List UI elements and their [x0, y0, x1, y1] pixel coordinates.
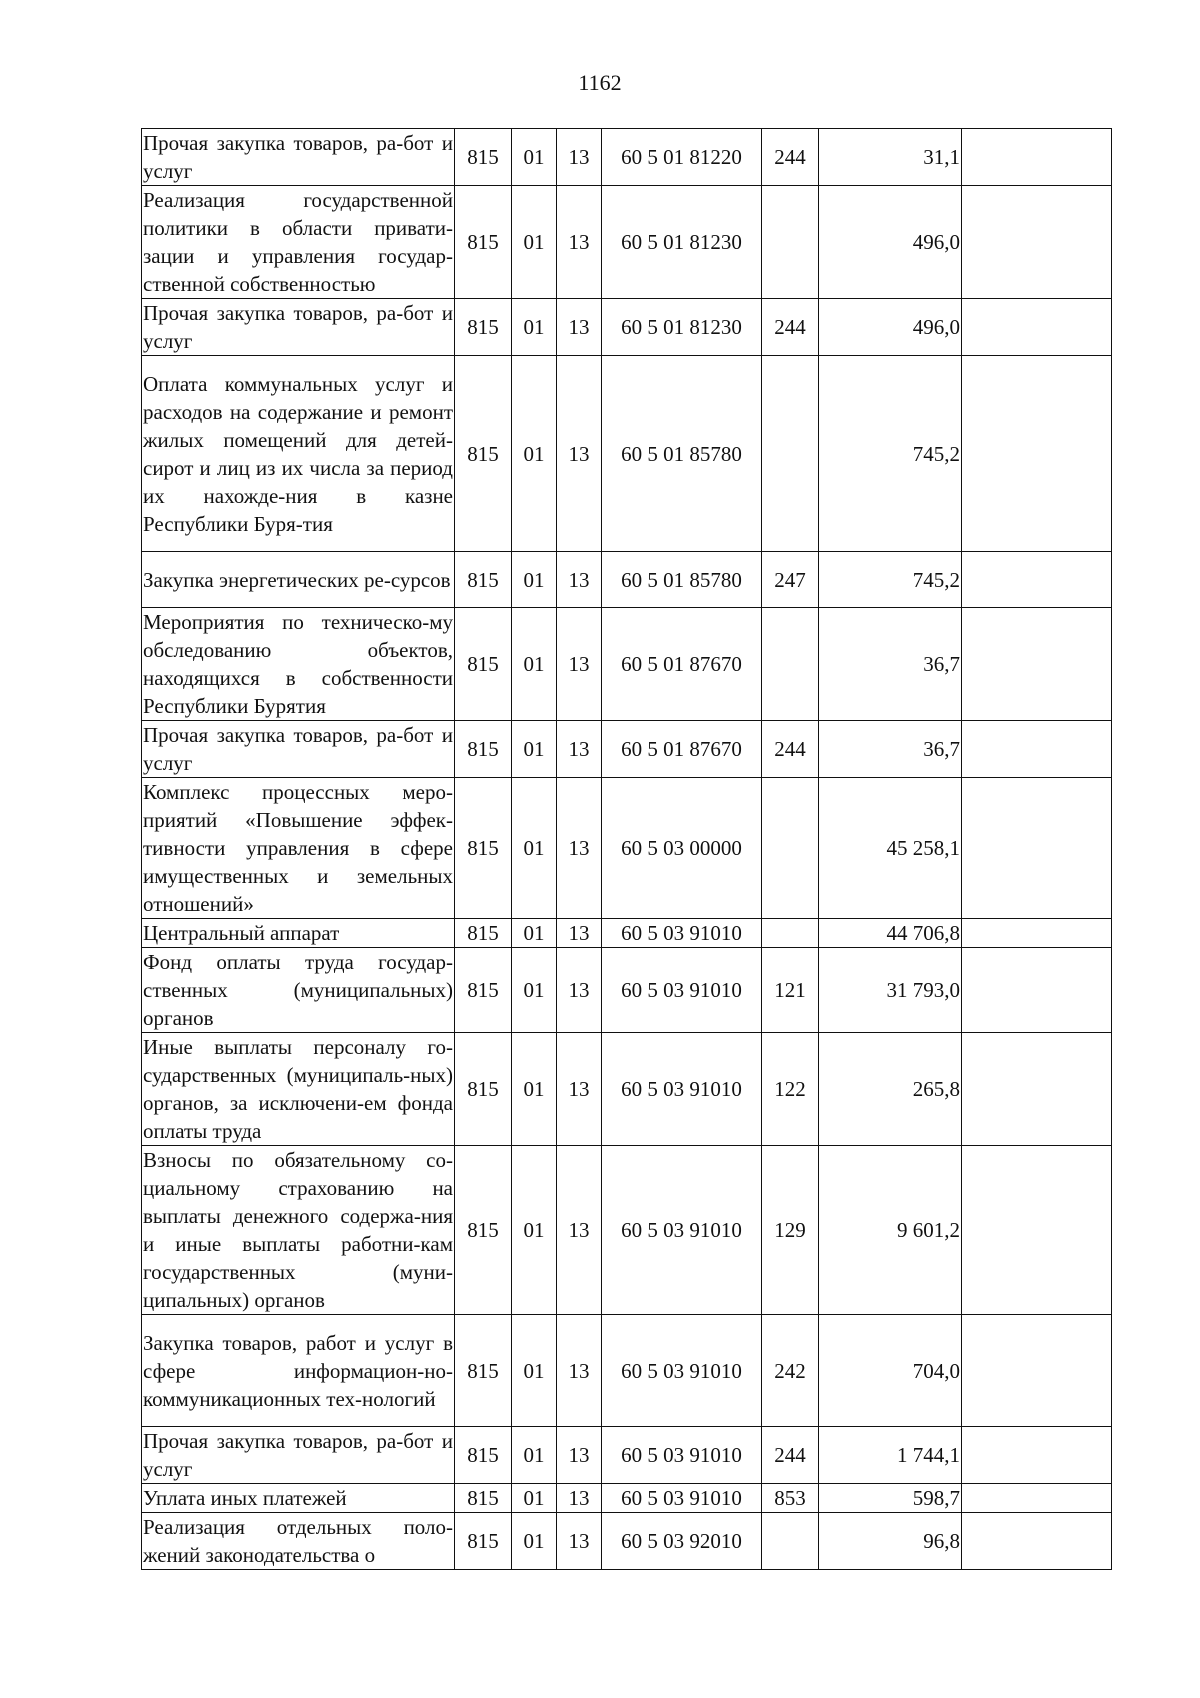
- target-article-cell: 60 5 03 92010: [602, 1513, 762, 1570]
- department-code-cell: 815: [455, 186, 512, 299]
- section-code-cell: 01: [512, 919, 557, 948]
- department-code-cell: 815: [455, 948, 512, 1033]
- table-row: [142, 1427, 1112, 1484]
- subsection-code-cell: 13: [557, 129, 602, 186]
- expense-name-cell: Закупка энергетических ре-сурсов: [142, 552, 455, 608]
- expense-name-cell: Оплата коммунальных услуг и расходов на содержание и ремонт жилых помещений для детей-сирот и лиц из их числа за период их нахожде-ния в казне Республики Буря-тия: [142, 356, 455, 552]
- expense-name-cell: Иные выплаты персоналу го-сударственных (муниципаль-ных) органов, за исключени-ем фонда оплаты труда: [142, 1033, 455, 1146]
- table-row: [142, 948, 1112, 1033]
- target-article-cell: 60 5 03 91010: [602, 948, 762, 1033]
- subsection-code-cell: 13: [557, 299, 602, 356]
- empty-cell: [962, 948, 1112, 1033]
- target-article-cell: 60 5 03 91010: [602, 1146, 762, 1315]
- expense-name-cell: Закупка товаров, работ и услуг в сфере информацион-но-коммуникационных тех-нологий: [142, 1315, 455, 1427]
- empty-cell: [962, 552, 1112, 608]
- section-code-cell: 01: [512, 552, 557, 608]
- amount-cell: 31,1: [819, 129, 962, 186]
- amount-cell: 45 258,1: [819, 778, 962, 919]
- expense-type-cell: [762, 1513, 819, 1570]
- amount-cell: 265,8: [819, 1033, 962, 1146]
- section-code-cell: 01: [512, 608, 557, 721]
- amount-cell: 36,7: [819, 608, 962, 721]
- table-row: [142, 1484, 1112, 1513]
- section-code-cell: 01: [512, 186, 557, 299]
- empty-cell: [962, 1146, 1112, 1315]
- target-article-cell: 60 5 03 91010: [602, 1427, 762, 1484]
- subsection-code-cell: 13: [557, 721, 602, 778]
- department-code-cell: 815: [455, 778, 512, 919]
- amount-cell: 496,0: [819, 299, 962, 356]
- table-row: [142, 299, 1112, 356]
- section-code-cell: 01: [512, 948, 557, 1033]
- target-article-cell: 60 5 03 91010: [602, 1033, 762, 1146]
- table-row: [142, 356, 1112, 552]
- expense-name-cell: Реализация государственной политики в области привати-зации и управления государ-ственной собственностью: [142, 186, 455, 299]
- section-code-cell: 01: [512, 1315, 557, 1427]
- section-code-cell: 01: [512, 299, 557, 356]
- amount-cell: 36,7: [819, 721, 962, 778]
- subsection-code-cell: 13: [557, 186, 602, 299]
- expense-type-cell: 247: [762, 552, 819, 608]
- expense-type-cell: [762, 186, 819, 299]
- section-code-cell: 01: [512, 1484, 557, 1513]
- department-code-cell: 815: [455, 1033, 512, 1146]
- amount-cell: 31 793,0: [819, 948, 962, 1033]
- expense-type-cell: [762, 356, 819, 552]
- empty-cell: [962, 919, 1112, 948]
- target-article-cell: 60 5 03 00000: [602, 778, 762, 919]
- expense-name-cell: Уплата иных платежей: [142, 1484, 455, 1513]
- subsection-code-cell: 13: [557, 1427, 602, 1484]
- expense-type-cell: 853: [762, 1484, 819, 1513]
- amount-cell: 9 601,2: [819, 1146, 962, 1315]
- department-code-cell: 815: [455, 919, 512, 948]
- expense-name-cell: Комплекс процессных меро-приятий «Повышение эффек-тивности управления в сфере имущественных и земельных отношений»: [142, 778, 455, 919]
- subsection-code-cell: 13: [557, 1484, 602, 1513]
- subsection-code-cell: 13: [557, 1315, 602, 1427]
- subsection-code-cell: 13: [557, 1513, 602, 1570]
- department-code-cell: 815: [455, 129, 512, 186]
- target-article-cell: 60 5 01 87670: [602, 608, 762, 721]
- expense-name-cell: Мероприятия по техническо-му обследованию объектов, находящихся в собственности Республики Бурятия: [142, 608, 455, 721]
- section-code-cell: 01: [512, 1033, 557, 1146]
- subsection-code-cell: 13: [557, 1033, 602, 1146]
- section-code-cell: 01: [512, 356, 557, 552]
- target-article-cell: 60 5 01 81220: [602, 129, 762, 186]
- target-article-cell: 60 5 01 87670: [602, 721, 762, 778]
- empty-cell: [962, 1033, 1112, 1146]
- empty-cell: [962, 1427, 1112, 1484]
- target-article-cell: 60 5 01 81230: [602, 186, 762, 299]
- amount-cell: 96,8: [819, 1513, 962, 1570]
- subsection-code-cell: 13: [557, 1146, 602, 1315]
- amount-cell: 44 706,8: [819, 919, 962, 948]
- expense-type-cell: 121: [762, 948, 819, 1033]
- expense-type-cell: 244: [762, 1427, 819, 1484]
- section-code-cell: 01: [512, 1146, 557, 1315]
- expense-type-cell: [762, 919, 819, 948]
- table-row: [142, 552, 1112, 608]
- expense-type-cell: 244: [762, 129, 819, 186]
- amount-cell: 745,2: [819, 356, 962, 552]
- amount-cell: 1 744,1: [819, 1427, 962, 1484]
- table-row: [142, 721, 1112, 778]
- department-code-cell: 815: [455, 1513, 512, 1570]
- expense-name-cell: Фонд оплаты труда государ-ственных (муниципальных) органов: [142, 948, 455, 1033]
- expense-name-cell: Взносы по обязательному со-циальному страхованию на выплаты денежного содержа-ния и иные выплаты работни-кам государственных (муни-ципальных) органов: [142, 1146, 455, 1315]
- expense-type-cell: 242: [762, 1315, 819, 1427]
- target-article-cell: 60 5 01 81230: [602, 299, 762, 356]
- amount-cell: 598,7: [819, 1484, 962, 1513]
- department-code-cell: 815: [455, 356, 512, 552]
- expense-name-cell: Центральный аппарат: [142, 919, 455, 948]
- empty-cell: [962, 778, 1112, 919]
- table-row: [142, 1146, 1112, 1315]
- section-code-cell: 01: [512, 778, 557, 919]
- empty-cell: [962, 129, 1112, 186]
- table-row: [142, 608, 1112, 721]
- empty-cell: [962, 356, 1112, 552]
- page-number: 1162: [578, 70, 622, 95]
- table-row: [142, 778, 1112, 919]
- expense-type-cell: [762, 778, 819, 919]
- department-code-cell: 815: [455, 552, 512, 608]
- expense-name-cell: Прочая закупка товаров, ра-бот и услуг: [142, 129, 455, 186]
- target-article-cell: 60 5 03 91010: [602, 919, 762, 948]
- empty-cell: [962, 721, 1112, 778]
- empty-cell: [962, 608, 1112, 721]
- subsection-code-cell: 13: [557, 356, 602, 552]
- expense-name-cell: Реализация отдельных поло-жений законодательства о: [142, 1513, 455, 1570]
- amount-cell: 496,0: [819, 186, 962, 299]
- department-code-cell: 815: [455, 1484, 512, 1513]
- department-code-cell: 815: [455, 1427, 512, 1484]
- subsection-code-cell: 13: [557, 919, 602, 948]
- target-article-cell: 60 5 03 91010: [602, 1315, 762, 1427]
- empty-cell: [962, 186, 1112, 299]
- expense-type-cell: 129: [762, 1146, 819, 1315]
- section-code-cell: 01: [512, 129, 557, 186]
- expense-type-cell: 122: [762, 1033, 819, 1146]
- empty-cell: [962, 1484, 1112, 1513]
- department-code-cell: 815: [455, 608, 512, 721]
- subsection-code-cell: 13: [557, 778, 602, 919]
- section-code-cell: 01: [512, 1427, 557, 1484]
- expense-name-cell: Прочая закупка товаров, ра-бот и услуг: [142, 299, 455, 356]
- target-article-cell: 60 5 03 91010: [602, 1484, 762, 1513]
- table-row: [142, 186, 1112, 299]
- section-code-cell: 01: [512, 721, 557, 778]
- subsection-code-cell: 13: [557, 552, 602, 608]
- expense-name-cell: Прочая закупка товаров, ра-бот и услуг: [142, 1427, 455, 1484]
- empty-cell: [962, 1315, 1112, 1427]
- table-row: [142, 1513, 1112, 1570]
- table-row: [142, 919, 1112, 948]
- expense-type-cell: 244: [762, 721, 819, 778]
- table-row: [142, 129, 1112, 186]
- expense-type-cell: [762, 608, 819, 721]
- department-code-cell: 815: [455, 299, 512, 356]
- subsection-code-cell: 13: [557, 608, 602, 721]
- department-code-cell: 815: [455, 721, 512, 778]
- empty-cell: [962, 299, 1112, 356]
- target-article-cell: 60 5 01 85780: [602, 356, 762, 552]
- expense-type-cell: 244: [762, 299, 819, 356]
- amount-cell: 704,0: [819, 1315, 962, 1427]
- amount-cell: 745,2: [819, 552, 962, 608]
- table-row: [142, 1033, 1112, 1146]
- budget-table: [141, 128, 1112, 1570]
- table-row: [142, 1315, 1112, 1427]
- empty-cell: [962, 1513, 1112, 1570]
- department-code-cell: 815: [455, 1146, 512, 1315]
- expense-name-cell: Прочая закупка товаров, ра-бот и услуг: [142, 721, 455, 778]
- target-article-cell: 60 5 01 85780: [602, 552, 762, 608]
- section-code-cell: 01: [512, 1513, 557, 1570]
- department-code-cell: 815: [455, 1315, 512, 1427]
- subsection-code-cell: 13: [557, 948, 602, 1033]
